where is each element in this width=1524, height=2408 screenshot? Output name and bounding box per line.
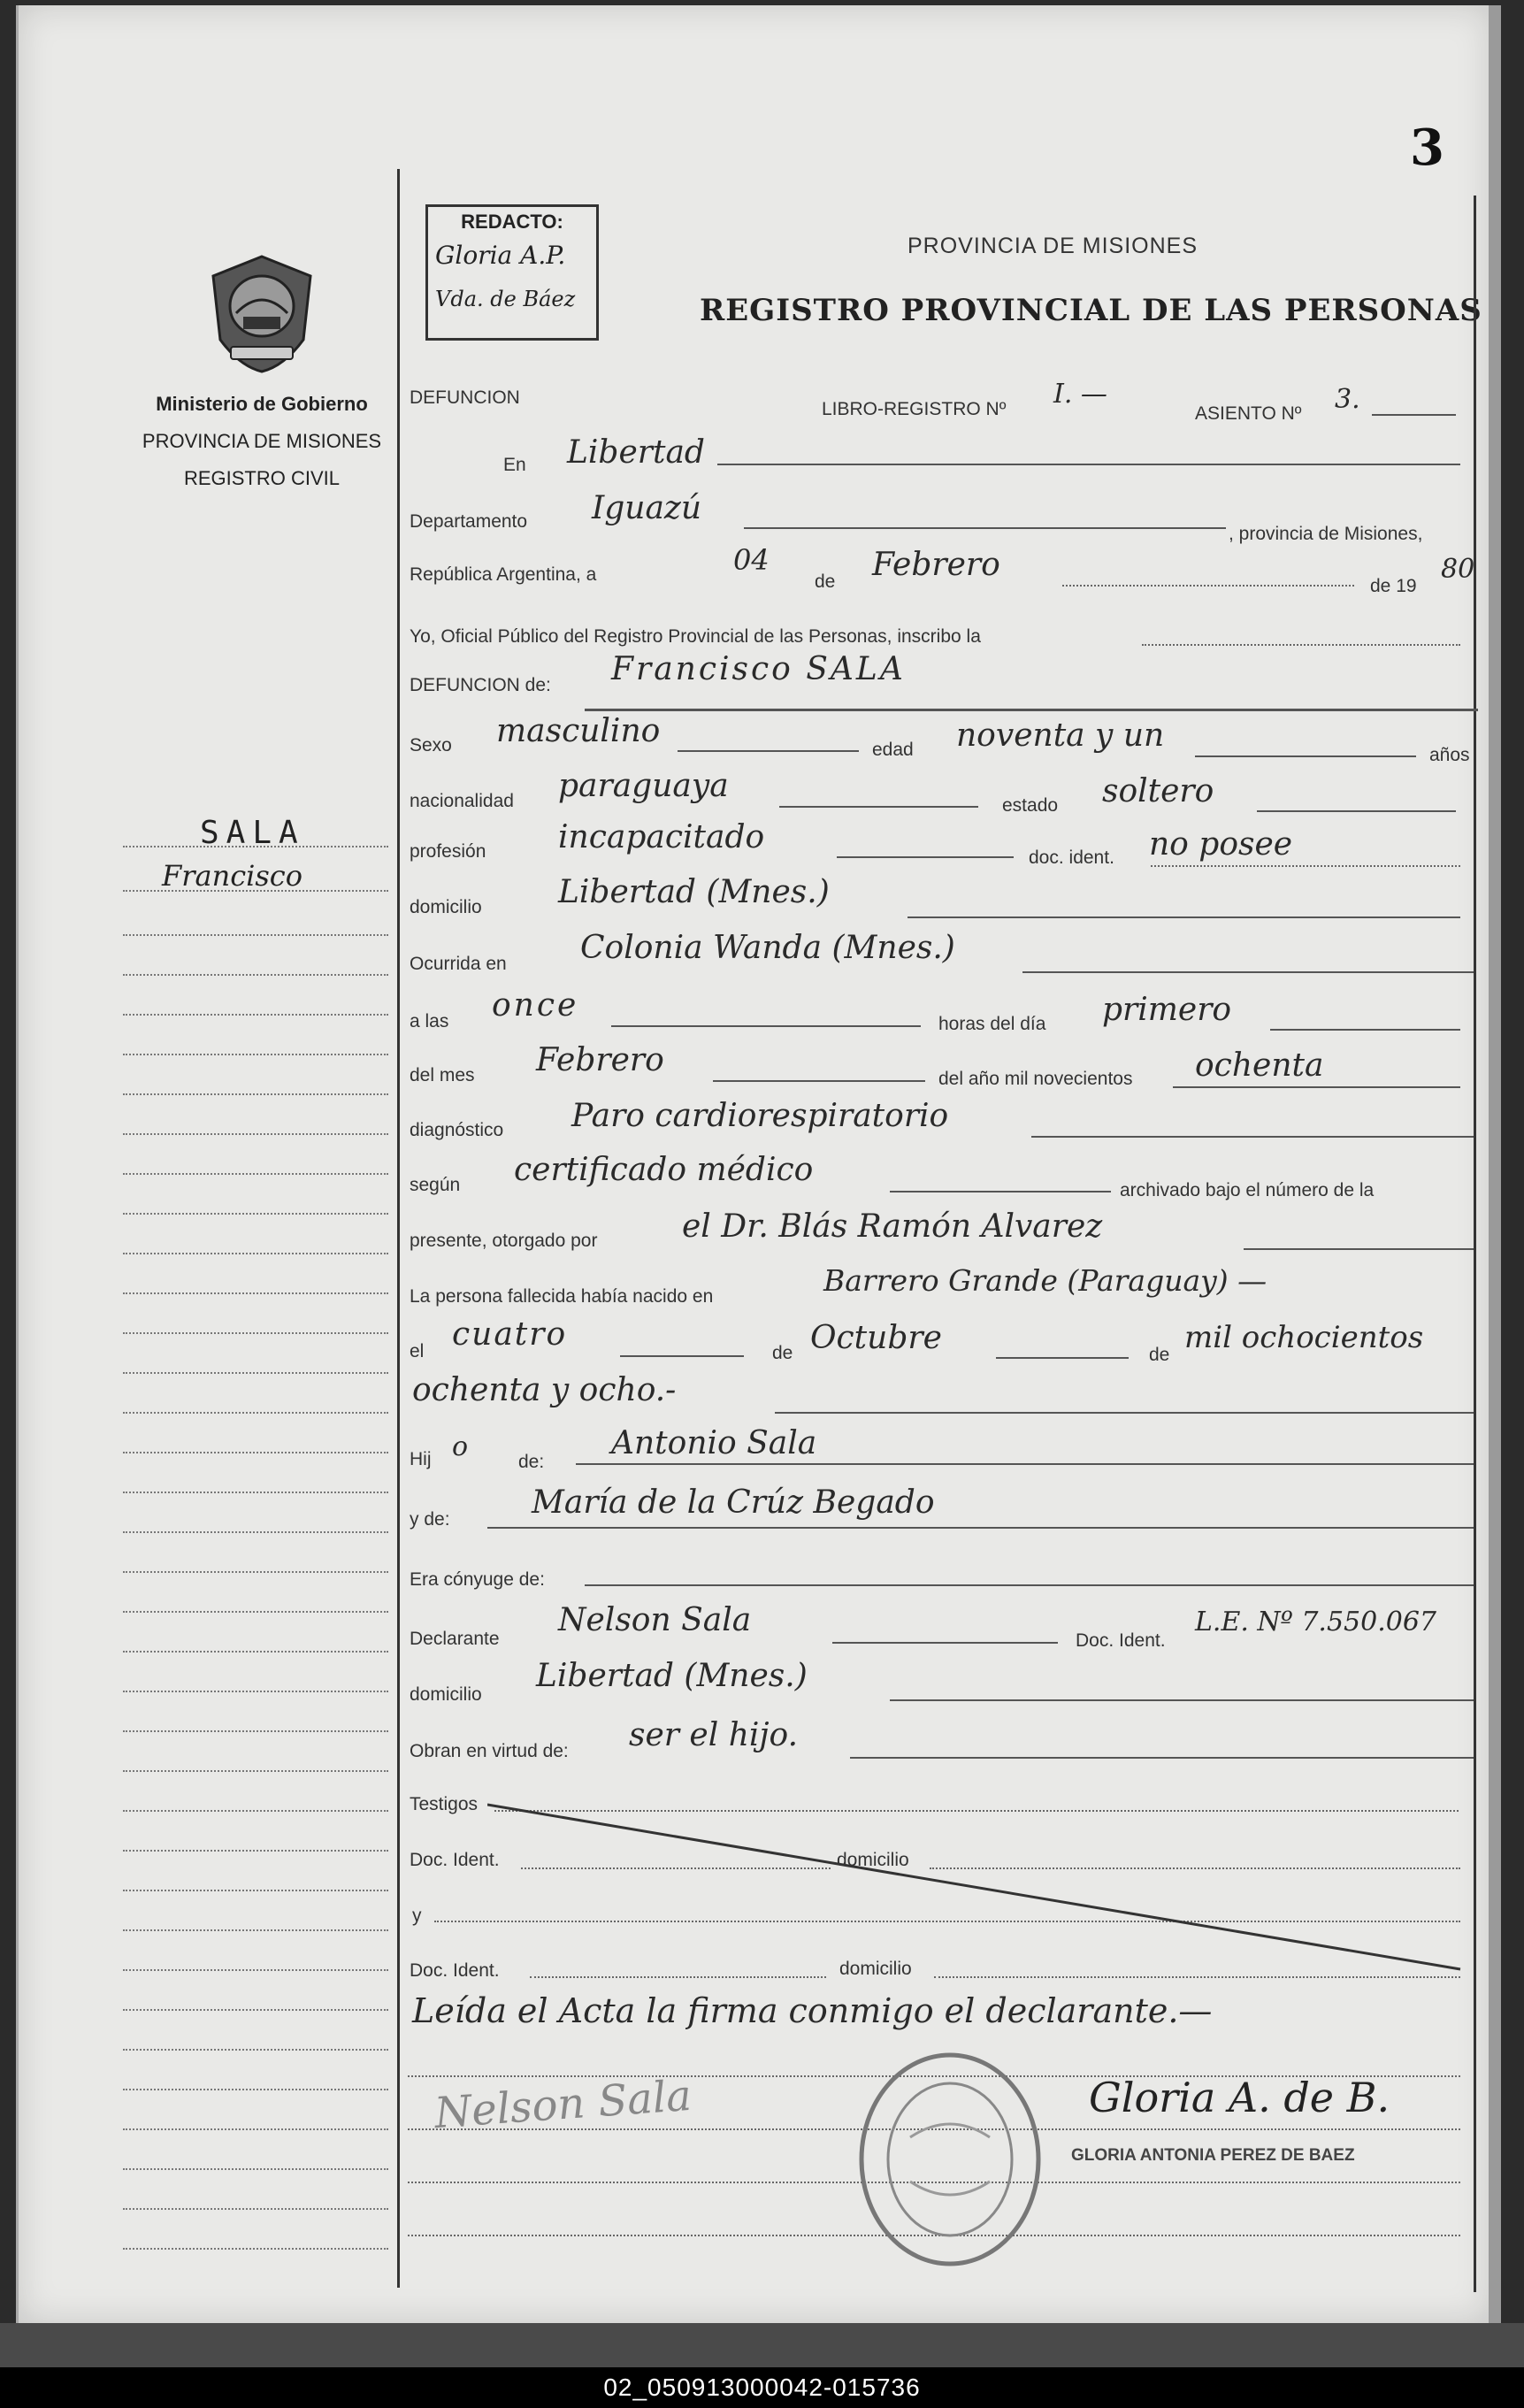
scan-caption: 02_050913000042-015736 [0,2367,1524,2408]
margin-rule [123,1651,388,1653]
margin-given-name: Francisco [162,859,303,893]
testigo1-domicilio-label: domicilio [837,1850,909,1870]
a-las-value: once [492,987,579,1024]
sexo-value: masculino [496,713,661,749]
obran-value: ser el hijo. [629,1717,799,1753]
margin-rule [123,1332,388,1334]
a-las-label: a las [410,1011,449,1031]
month-value: Febrero [872,547,1000,583]
profesion-value: incapacitado [558,819,765,855]
declarante-label: Declarante [410,1629,500,1649]
mother-rule [487,1527,1474,1529]
edad-rule [1195,755,1416,757]
redacto-surname: Vda. de Báez [435,287,576,311]
birth-month-rule [996,1357,1129,1359]
margin-rule [123,1054,388,1055]
testigos-label: Testigos [410,1794,479,1814]
anio-mil-value: ochenta [1195,1047,1324,1084]
margin-rule [123,1730,388,1732]
margin-rule [123,2049,388,2051]
margin-surname: SALA [200,815,305,851]
margin-rule [123,2128,388,2130]
margin-rule [123,2208,388,2210]
declarante-signature: Nelson Sala [433,2070,693,2139]
margin-rule [123,1133,388,1135]
margin-rule [123,1890,388,1891]
anios-label: años [1429,745,1470,765]
margin-rule [123,1492,388,1493]
hijo-suffix: o [452,1431,469,1462]
departamento-value: Iguazú [592,490,702,526]
asiento-value: 3. [1335,384,1360,415]
testigo1-doc-label: Doc. Ident. [410,1850,500,1870]
nacionalidad-label: nacionalidad [410,791,514,811]
ocurrida-label: Ocurrida en [410,954,507,974]
declarante-value: Nelson Sala [558,1602,752,1638]
margin-rule [123,1253,388,1254]
conyuge-label: Era cónyuge de: [410,1569,545,1590]
margin-rule [123,2168,388,2170]
en-value: Libertad [567,434,705,471]
official-printed-name: GLORIA ANTONIA PEREZ DE BAEZ [1071,2146,1355,2165]
margin-rule [123,1969,388,1971]
diagnostico-label: diagnóstico [410,1120,504,1140]
declarante-doc-value: L.E. Nº 7.550.067 [1195,1607,1437,1637]
page-edge [1489,5,1501,2323]
birth-year-continued: ochenta y ocho.- [412,1372,677,1408]
year-value: 80 [1441,554,1475,585]
edad-value: noventa y un [956,717,1165,754]
ocurrida-rule [1022,971,1474,973]
presente-value: el Dr. Blás Ramón Alvarez [682,1208,1103,1245]
margin-rule [123,1213,388,1215]
horas-value: primero [1102,992,1232,1028]
document-page [16,5,1491,2323]
departamento-label: Departamento [410,511,528,532]
mother-value: María de la Crúz Begado [532,1484,935,1521]
margin-divider [397,169,400,2288]
margin-rule [123,1810,388,1812]
libro-value: I. — [1053,379,1107,410]
asiento-label: ASIENTO Nº [1195,403,1302,424]
margin-rule [123,890,388,892]
margin-rule [123,1372,388,1374]
margin-rule [123,1691,388,1692]
nacido-label: La persona fallecida había nacido en [410,1286,714,1307]
domicilio-rule [908,916,1460,918]
coat-of-arms-icon [204,251,319,375]
redacto-name: Gloria A.P. [435,241,566,270]
del-mes-value: Febrero [536,1042,664,1078]
domicilio-label: domicilio [410,897,482,917]
y-de-label: y de: [410,1509,450,1530]
nacionalidad-value: paraguaya [558,768,729,804]
birth-year-value: mil ochocientos [1184,1320,1424,1355]
margin-rule [123,1173,388,1175]
page-number: 3 [1410,119,1444,177]
ocurrida-value: Colonia Wanda (Mnes.) [580,930,955,966]
edad-label: edad [872,740,914,760]
margin-rule [123,2089,388,2090]
declarante-domicilio-rule [890,1699,1474,1701]
estado-rule [1257,810,1456,812]
horas-rule [1270,1029,1460,1031]
ministry-label: Ministerio de Gobierno [156,393,368,415]
el-value: cuatro [452,1316,568,1353]
presente-rule [1244,1248,1474,1250]
day-value: 04 [733,543,770,577]
province-label: PROVINCIA DE MISIONES [142,430,382,452]
father-rule [576,1463,1474,1465]
margin-rule [123,1531,388,1533]
presente-label: presente, otorgado por [410,1231,598,1251]
margin-rule [123,1850,388,1852]
de-month-label: de [772,1343,793,1363]
departamento-rule [744,527,1226,529]
doc-ident-value: no posee [1149,826,1293,863]
profesion-rule [837,856,1014,858]
a-las-rule [611,1025,921,1027]
testigo2-doc-label: Doc. Ident. [410,1960,500,1981]
hijo-de-label: de: [518,1452,545,1472]
margin-rule [123,1093,388,1095]
segun-value: certificado médico [514,1152,814,1188]
en-label: En [503,455,526,475]
declarante-domicilio-label: domicilio [410,1684,482,1705]
obran-rule [850,1757,1474,1759]
declarante-rule [832,1642,1058,1644]
diagnostico-value: Paro cardiorespiratorio [571,1098,949,1134]
margin-rule [123,1611,388,1613]
margin-rule [123,1770,388,1772]
deceased-name-rule [585,709,1478,711]
defuncion-de-label: DEFUNCION de: [410,675,551,695]
anio-mil-rule [1173,1086,1460,1088]
closing-statement: Leída el Acta la firma conmigo el declarante.— [412,1991,1213,2030]
profesion-label: profesión [410,841,486,862]
margin-rule [123,2009,388,2011]
margin-rule [123,2248,388,2250]
declarante-doc-label: Doc. Ident. [1076,1630,1166,1651]
declarante-domicilio-value: Libertad (Mnes.) [536,1658,808,1694]
oficial-rule [1142,644,1460,646]
record-type-label: DEFUNCION [410,387,520,408]
estado-value: soltero [1102,773,1214,809]
margin-rule [123,1452,388,1453]
margin-rule [123,1412,388,1414]
obran-label: Obran en virtud de: [410,1741,569,1761]
father-value: Antonio Sala [611,1425,817,1461]
margin-rule [123,934,388,936]
official-seal-stamp [857,2049,1043,2270]
redacto-box [425,204,599,341]
month-rule [1062,585,1354,587]
republica-label: República Argentina, a [410,564,597,585]
conyuge-rule [585,1584,1474,1586]
sexo-label: Sexo [410,735,452,755]
el-label: el [410,1341,425,1361]
registry-label: REGISTRO CIVIL [183,467,341,489]
del-mes-label: del mes [410,1065,475,1085]
archivado-label: archivado bajo el número de la [1120,1180,1375,1200]
province-heading: PROVINCIA DE MISIONES [908,234,1199,258]
libro-label: LIBRO-REGISTRO Nº [822,399,1007,419]
official-signature: Gloria A. de B. [1089,2074,1390,2121]
domicilio-value: Libertad (Mnes.) [558,874,830,910]
diagnostico-rule [1031,1136,1474,1138]
redacto-title: REDACTO: [461,211,563,233]
oficial-label: Yo, Oficial Público del Registro Provincial de las Personas, inscribo la [410,626,981,647]
hijo-label: Hij [410,1449,432,1469]
en-rule [717,464,1460,465]
asiento-rule [1372,414,1456,416]
horas-label: horas del día [938,1014,1046,1034]
year-prefix-label: de 19 [1370,576,1417,596]
continued-rule [775,1412,1474,1414]
nacionalidad-rule [779,806,978,808]
doc-ident-label: doc. ident. [1029,847,1114,868]
nacido-value: Barrero Grande (Paraguay) — [823,1263,1267,1298]
margin-rule [123,1014,388,1016]
scan-bottom-band [0,2323,1524,2367]
sexo-rule [678,750,859,752]
testigos-strike-line [487,1801,1465,1978]
margin-rule [123,1929,388,1931]
testigo2-domicilio-label: domicilio [839,1959,912,1979]
anio-mil-label: del año mil novecientos [938,1069,1133,1089]
provincia-label: , provincia de Misiones, [1229,524,1423,544]
segun-rule [890,1191,1111,1192]
de-year-label: de [1149,1345,1170,1365]
de-label: de [815,571,836,592]
el-rule [620,1355,744,1357]
estado-label: estado [1002,795,1059,816]
segun-label: según [410,1175,461,1195]
margin-rule [123,846,388,847]
del-mes-rule [713,1080,925,1082]
right-border [1474,196,1476,2292]
birth-month-value: Octubre [810,1320,942,1356]
margin-rule [123,1292,388,1294]
deceased-name-value: Francisco SALA [611,651,906,687]
margin-rule [123,974,388,976]
y-label: y [412,1906,422,1926]
registry-heading: REGISTRO PROVINCIAL DE LAS PERSONAS [700,293,1482,328]
margin-rule [123,1571,388,1573]
doc-ident-rule [1151,865,1460,867]
